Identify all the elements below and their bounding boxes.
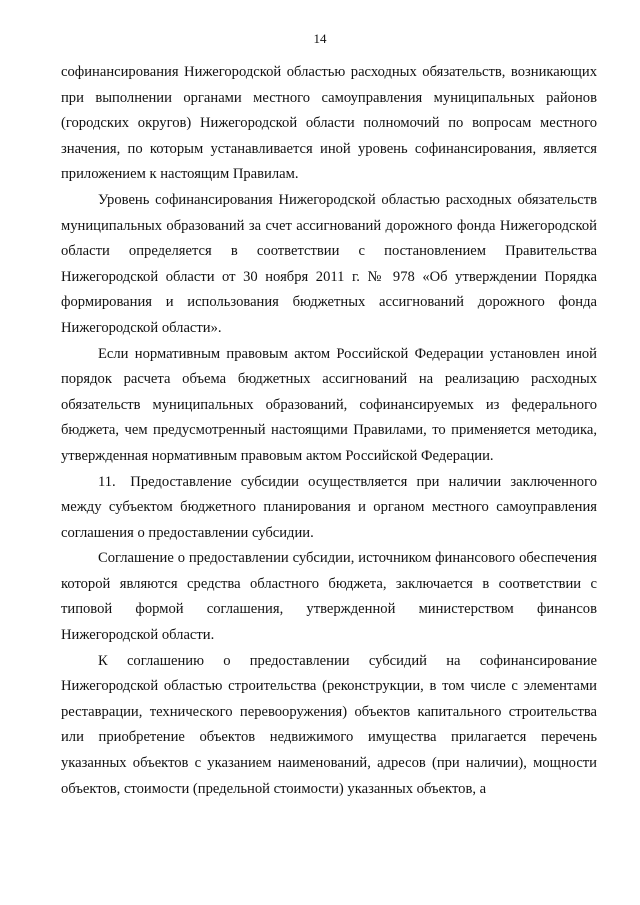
page-number: 14 <box>313 31 327 46</box>
paragraph-federal-methodology: Если нормативным правовым актом Российской Федерации установлен иной порядок расчета объема бюджетных ассигнований на реализацию расходных обязательств муниципальных образований, софинансируемых из федерального бюджета, чем предусмотренный настоящими Правилами, то применяется методика, утвержденная нормативным правовым актом Российской Федерации. <box>61 345 597 464</box>
paragraph-road-fund: Уровень софинансирования Нижегородской областью расходных обязательств муниципальных образований за счет ассигнований дорожного фонда Нижегородской области определяется в соответствии с постановлением Правительства Нижегородской области от 30 ноября 2011 г. № 978 «Об утверждении Порядка формирования и использования бюджетных ассигнований дорожного фонда Нижегородской области». <box>61 191 597 336</box>
document-body <box>61 60 597 802</box>
paragraph-agreement-form: Соглашение о предоставлении субсидии, источником финансового обеспечения которой являются средства областного бюджета, заключается в соответствии с типовой формой соглашения, утвержденной министерством финансов Нижегородской области. <box>61 550 597 644</box>
paragraph-item-11: 11. Предоставление субсидии осуществляется при наличии заключенного между субъектом бюджетного планирования и органом местного самоуправления соглашения о предоставлении субсидии. <box>61 473 597 541</box>
paragraph-continuation: софинансирования Нижегородской областью расходных обязательств, возникающих при выполнении органами местного самоуправления муниципальных районов (городских округов) Нижегородской области полномочий по вопросам местного значения, по которым устанавливается иной уровень софинансирования, является приложением к настоящим Правилам. <box>61 64 597 183</box>
paragraph-capital-construction: К соглашению о предоставлении субсидий на софинансирование Нижегородской областью строительства (реконструкции, в том числе с элементами реставрации, технического перевооружения) объектов капитального строительства или приобретение объектов недвижимого имущества прилагается перечень указанных объектов с указанием наименований, адресов (при наличии), мощности объектов, стоимости (предельной стоимости) указанных объектов, а <box>61 652 597 797</box>
